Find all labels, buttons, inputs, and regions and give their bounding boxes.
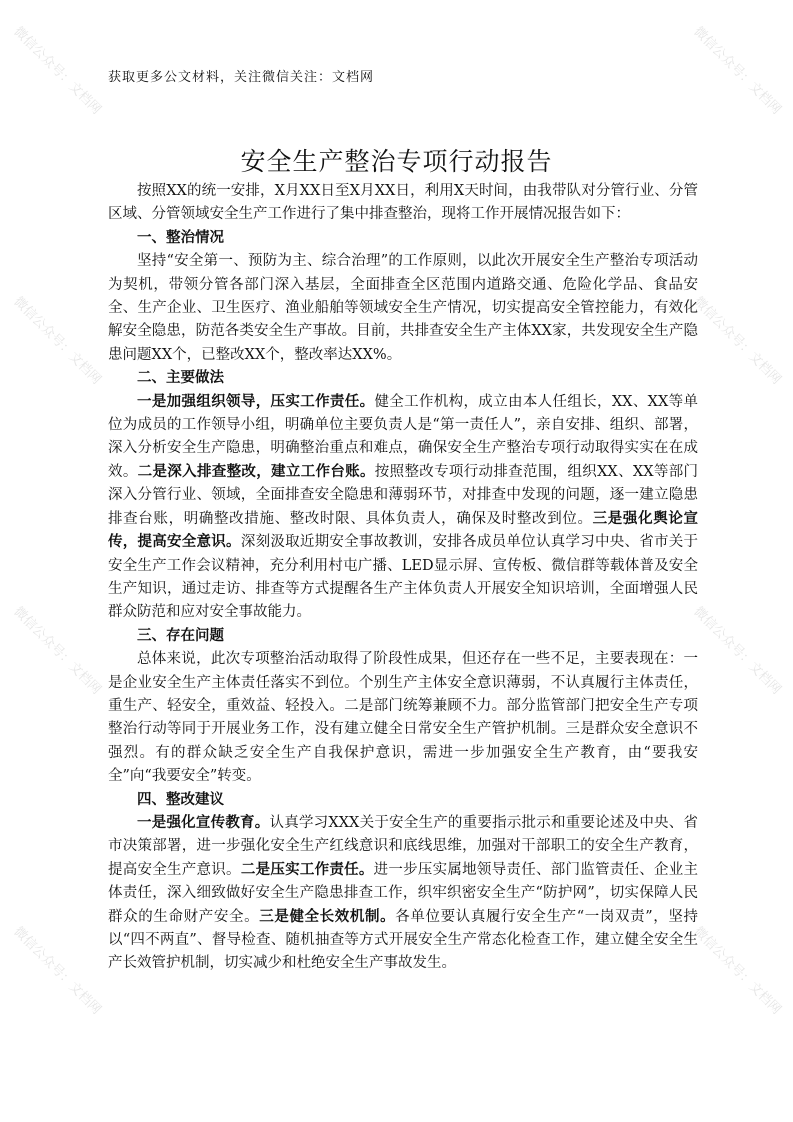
intro-paragraph: 按照XX的统一安排，X月XX日至X月XX日，利用X天时间，由我带队对分管行业、分管区域、分管领域安全生产工作进行了集中排查整治，现将工作开展情况报告如下： (108, 183, 698, 223)
section-2-paragraph (108, 391, 698, 625)
section-heading-4: 四、整改建议 (137, 791, 224, 808)
suggestion-3-lead: 三是健全长效机制。 (259, 908, 396, 925)
header-note: 获取更多公文材料，关注微信关注：文档网 (108, 70, 375, 85)
measure-3-text: 深刻汲取近期安全事故教训，安排各成员单位认真学习中央、省市关于安全生产工作会议精神，充分利用村屯广播、LED显示屏、宣传板、微信群等载体普及安全生产知识，通过走访、排查等方式提醒各生产主体负责人开展安全知识培训，全面增强人民群众防范和应对安全事故能力。 (108, 534, 699, 621)
watermark: 微信公众号：文档网 (10, 604, 104, 698)
suggestion-1-text: 认真学习XXX关于安全生产的重要指示批示和重要论述及中央、省市决策部署，进一步强化安全生产红线意识和底线思维，加强对干部职工的安全生产教育，提高安全生产意识。 (108, 814, 699, 878)
section-1-paragraph: 坚持“安全第一、预防为主、综合治理”的工作原则，以此次开展安全生产整治专项活动为契机，带领分管各部门深入基层，全面排查全区范围内道路交通、危险化学品、食品安全、生产企业、卫生医疗、渔业船舶等领域安全生产情况，切实提高安全管控能力，有效化解安全隐患，防范各类安全生产事故。目前，共排查安全生产主体XX家，共发现安全生产隐患问题XX个，已整改XX个，整改率达XX%。 (108, 253, 698, 363)
document-title: 安全生产整治专项行动报告 (240, 147, 553, 176)
suggestion-2-text: 进一步压实属地领导责任、部门监管责任、企业主体责任，深入细致做好安全生产隐患排查工作，织牢织密安全生产“防护网”，切实保障人民群众的生命财产安全。 (108, 861, 699, 925)
measure-1-lead: 一是加强组织领导，压实工作责任。 (137, 393, 375, 410)
suggestion-2-lead: 二是压实工作责任。 (240, 861, 374, 878)
suggestion-3-text: 各单位要认真履行安全生产“一岗双责”，坚持以“四不两直”、督导检查、随机抽查等方式开展安全生产常态化检查工作，建立健全安全生产长效管护机制，切实减少和杜绝安全生产事故发生。 (108, 908, 699, 972)
watermark: 微信公众号：文档网 (690, 924, 784, 1018)
measure-3-lead: 三是强化舆论宣传，提高安全意识。 (108, 510, 699, 551)
watermark: 微信公众号：文档网 (10, 294, 104, 388)
suggestion-1-lead: 一是强化宣传教育。 (137, 814, 270, 831)
section-3-paragraph: 总体来说，此次专项整治活动取得了阶段性成果，但还存在一些不足，主要表现在：一是企业安全生产主体责任落实不到位。个别生产主体安全意识薄弱，不认真履行主体责任，重生产、轻安全，重效益、轻投入。二是部门统筹兼顾不力。部分监管部门把安全生产专项整治行动等同于开展业务工作，没有建立健全日常安全生产管护机制。三是群众安全意识不强烈。有的群众缺乏安全生产自我保护意识，需进一步加强安全生产教育，由“要我安全”向“我要安全”转变。 (108, 651, 698, 785)
watermark: 微信公众号：文档网 (10, 24, 104, 118)
section-4-paragraph (108, 812, 698, 976)
measure-2-lead: 二是深入排查整改，建立工作台账。 (137, 463, 375, 480)
document-body (108, 180, 698, 976)
section-heading-3: 三、存在问题 (137, 627, 224, 644)
watermark: 微信公众号：文档网 (690, 294, 784, 388)
measure-2-text: 按照整改专项行动排查范围，组织XX、XX等部门深入分管行业、领域，全面排查安全隐患和薄弱环节，对排查中发现的问题，逐一建立隐患排查台账，明确整改措施、整改时限、具体负责人，确保及时整改到位。 (108, 463, 699, 527)
watermark: 微信公众号：文档网 (690, 604, 784, 698)
watermark: 微信公众号：文档网 (10, 924, 104, 1018)
measure-1-text: 健全工作机构，成立由本人任组长，XX、XX等单位为成员的工作领导小组，明确单位主要负责人是“第一责任人”，亲自安排、组织、部署，深入分析安全生产隐患，明确整治重点和难点，确保安全生产整治专项行动取得实实在在成效。 (108, 393, 699, 480)
watermark: 微信公众号：文档网 (690, 24, 784, 118)
section-heading-1: 一、整治情况 (137, 229, 224, 246)
section-heading-2: 二、主要做法 (137, 370, 224, 387)
